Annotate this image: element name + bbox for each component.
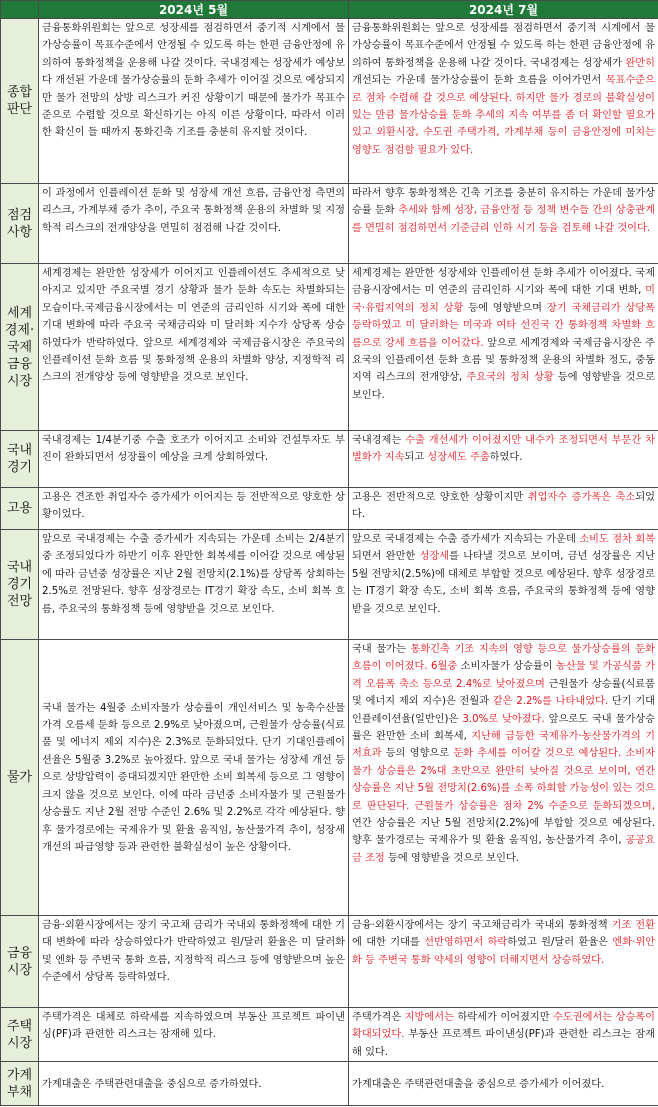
category-household-debt: 가계부채 (1, 1062, 39, 1106)
changed-text: 완만히 (625, 57, 655, 69)
unchanged-text: 가계대출은 주택관련대출을 중심으로 증가세가 이어졌다. (352, 1078, 605, 1090)
unchanged-text: 국내경제는 (352, 435, 406, 446)
row-domestic (1, 431, 658, 488)
unchanged-text: 앞으로 세계경제와 국제금융시장은 주요국의 인플레이션 둔화 흐름 및 통화정책 운용의 차별화 정도, 중동지역 리스크의 전개양상, (352, 337, 655, 384)
unchanged-text: 근원물가 상승률(식료품 및 에너지 제외 지수)은 전월과 (352, 678, 655, 708)
unchanged-text: 연간 상승률은 지난 5월 전망치(2.2%)에 부합할 것으로 예상된다. 향후 물가경로는 국제유가 및 환율 움직임, 농산물가격 추이, (352, 818, 655, 847)
may-financial: 금융·외환시장에서는 장기 국고채 금리가 국내외 통화정책에 대한 기대 변화에 따라 상승하였다가 반락하였고 원/달러 환율은 미 달러화 및 엔화 등 주변국 통화 흐름, 지정학적 리스크 등에 영향받으며 높은 수준에서 상당폭 등락하였다. (39, 916, 349, 1008)
row-housing (1, 1008, 658, 1062)
changed-text: 성장세 (419, 551, 450, 563)
unchanged-text: 하락세가 이어졌지만 (453, 1012, 554, 1023)
row-outlook (1, 530, 658, 640)
unchanged-text: 금융통화위원회는 앞으로 성장세를 점검하면서 중기적 시계에서 물가상승률이 목표수준에서 안정될 수 있도록 하는 한편 금융안정에 유의하여 통화정책을 운용해 나갈 것이다. 국내경제는 성장세가 (352, 23, 655, 69)
row-employment (1, 488, 658, 530)
changed-text: 공공요금 조정 (352, 835, 655, 864)
may-household-debt: 가계대출은 주택관련대출을 중심으로 증가하였다. (39, 1062, 349, 1106)
category-check: 점검사항 (1, 184, 39, 264)
may-outlook: 앞으로 국내경제는 수출 증가세가 지속되는 가운데 소비는 2/4분기중 조정되었다가 하반기 이후 완만한 회복세를 이어갈 것으로 예상된에 따라 금년중 성장률은 지난 2월 전망치(2.1%)를 상당폭 상회하는 2.5%로 전망된다. 향후 성장경로는 IT경기 확장 속도, 소비 회복 흐름, 주요국의 통화정책 등에 영향받을 것으로 보인다. (39, 530, 349, 640)
july-prices (349, 640, 658, 916)
unchanged-text: 부동산 프로젝트 파이낸싱(PF)과 관련한 리스크는 잠재해 있다. (352, 1029, 655, 1058)
category-global: 세계경제·국제금융시장 (1, 264, 39, 431)
changed-text: 농산물 및 가공식품 가격 오름폭 축소 등으로 2.4%로 낮아졌으며 (352, 661, 655, 690)
unchanged-text: 고용은 전반적으로 양호한 상황이지만 (352, 492, 528, 503)
changed-text: 3.0%로 낮아졌다. (462, 713, 545, 725)
july-employment (349, 488, 658, 530)
changed-text: 취업자수 증가폭은 축소 (527, 492, 636, 503)
unchanged-text: 따라서 향후 통화정책은 긴축 기조를 충분히 유지하는 가운데 물가상승률 둔화 (352, 188, 655, 217)
row-overall (1, 19, 658, 184)
category-overall: 종합판단 (1, 19, 39, 184)
row-financial (1, 916, 658, 1008)
category-financial: 금융시장 (1, 916, 39, 1008)
header-may: 2024년 5월 (39, 1, 349, 19)
changed-text: 엔화·위안화 등 주변국 통화 약세의 영향이 더해지면서 상승하였다. (352, 937, 656, 966)
unchanged-text: 주택가격은 (352, 1012, 405, 1023)
july-global (349, 264, 658, 431)
unchanged-text: 하였고 원/달러 환율은 (507, 937, 613, 949)
july-overall (349, 19, 658, 184)
july-outlook (349, 530, 658, 640)
july-household-debt (349, 1062, 658, 1106)
unchanged-text: 등에 영향받을 것으로 보인다. (384, 852, 520, 864)
changed-text: 같은 2.2%를 나타내었다. (492, 696, 609, 708)
changed-text: 성장세도 주춤 (427, 452, 490, 464)
unchanged-text: 되었다. (352, 492, 655, 521)
unchanged-text: 단기 기대인플레이션율(일반인)은 (352, 696, 655, 725)
changed-text: 목표수준으로 점차 수렴해 갈 것으로 예상된다. 하지만 물가 경로의 불확실성이 있는 만큼 물가상승률 둔화 추세의 지속 여부를 좀 더 확인할 필요가 있고 외환시장, 수도권 주택가격, 가계부채 등이 금융안정에 미치는 영향도 점검할 필요가 있다. (352, 75, 655, 156)
may-domestic: 국내경제는 1/4분기중 수출 호조가 이어지고 소비와 건설투자도 부진이 완화되면서 성장률이 예상을 크게 상회하였다. (39, 431, 349, 488)
unchanged-text: 세계경제는 완만한 성장세와 인플레이션 둔화 추세가 이어졌다. 국제금융시장에서는 미 연준의 금리인하 시기와 폭에 대한 기대 변화, (352, 268, 655, 297)
changed-text: 지난해 급등한 국제유가·농산물가격의 기저효과 (352, 731, 655, 760)
row-prices (1, 640, 658, 916)
unchanged-text: 앞으로 국내경제는 수출 증가세가 지속되는 가운데 (352, 534, 580, 545)
unchanged-text: 하였다. (489, 452, 523, 464)
changed-text: 주요국의 정치 상황 (466, 372, 554, 384)
unchanged-text: 되면서 완만한 (352, 551, 420, 563)
changed-text: 미국·유럽지역의 정치 상황 (352, 285, 655, 314)
unchanged-text: 앞으로도 국내 물가상승률은 완만한 소비 회복세, (352, 713, 655, 743)
category-domestic: 국내경기 (1, 431, 39, 488)
unchanged-text: 소비자물가 상승률이 (457, 661, 557, 673)
may-check: 이 과정에서 인플레이션 둔화 및 성장세 개선 흐름, 금융안정 측면의 리스크, 가계부채 증가 추이, 주요국 통화정책 운용의 차별화 및 지정학적 리스크의 전개양상을 면밀히 점검해 나갈 것이다. (39, 184, 349, 264)
july-domestic (349, 431, 658, 488)
unchanged-text: 에 대한 기대를 (352, 937, 425, 949)
unchanged-text: 국내 물가는 (352, 644, 411, 655)
may-global: 세계경제는 완만한 성장세가 이어지고 인플레이션도 추세적으로 낮아지고 있지만 주요국별 경기 상황과 물가 둔화 속도는 차별화되는 모습이다.국제금융시장에서는 미 연준의 금리인하 시기와 폭에 대한 기대 변화에 따라 주요국 국채금리와 미 달러화 지수가 상당폭 상승하였다가 반락하였다. 앞으로 세계경제와 국제금융시장은 주요국의 인플레이션 둔화 흐름 및 통화정책 운용의 차별화 양상, 지정학적 리스크의 전개양상 등에 영향받을 것으로 보인다. (39, 264, 349, 431)
changed-text: 기조 전환 (611, 920, 655, 931)
header-july: 2024년 7월 (349, 1, 658, 19)
category-housing: 주택시장 (1, 1008, 39, 1062)
category-prices: 물가 (1, 640, 39, 916)
may-employment: 고용은 견조한 취업자수 증가세가 이어지는 등 전반적으로 양호한 상황이었다. (39, 488, 349, 530)
changed-text: 통화긴축 기조 지속의 영향 등으로 물가상승률의 둔화 흐름이 이어졌다. 6월중 (352, 644, 655, 673)
header-row (1, 1, 658, 19)
unchanged-text: 등에 영향받으며 (463, 302, 547, 314)
category-outlook: 국내경기전망 (1, 530, 39, 640)
category-employment: 고용 (1, 488, 39, 530)
unchanged-text: 등에 영향받을 것으로 보인다. (352, 372, 655, 401)
header-corner (1, 1, 39, 19)
changed-text: 선반영하면서 하락 (424, 937, 508, 949)
july-check (349, 184, 658, 264)
changed-text: 수도권에서는 상승폭이 확대되었다. (352, 1012, 655, 1041)
row-household-debt (1, 1062, 658, 1106)
changed-text: 지방에서는 (404, 1012, 454, 1023)
may-overall: 금융통화위원회는 앞으로 성장세를 점검하면서 중기적 시계에서 물가상승률이 목표수준에서 안정될 수 있도록 하는 한편 금융안정에 유의하여 통화정책을 운용해 나갈 것이다. 국내경제는 성장세가 예상보다 개선된 가운데 물가상승률의 둔화 추세가 이어질 것으로 예상되지만 물가 전망의 상방 리스크가 커진 상황이기 때문에 물가가 목표수준으로 수렴할 것으로 확신하기는 아직 이른 상황이다. 따라서 이러한 확신이 들 때까지 통화긴축 기조를 충분히 유지할 것이다. (39, 19, 349, 184)
july-financial (349, 916, 658, 1008)
row-global (1, 264, 658, 431)
row-check (1, 184, 658, 264)
changed-text: 수출 개선세가 이어졌지만 내수가 조정되면서 부문간 차별화가 지속 (352, 435, 655, 464)
unchanged-text: 되고 (404, 452, 428, 464)
may-prices: 국내 물가는 4월중 소비자물가 상승률이 개인서비스 및 농축수산물 가격 오름세 둔화 등으로 2.9%로 낮아졌으며, 근원물가 상승률(식료품 및 에너지 제외 지수)은 2.3%로 둔화되었다. 단기 기대인플레이션율은 5월중 3.2%로 높아졌다. 앞으로 국내 물가는 성장세 개선 등으로 상방압력이 증대되겠지만 완만한 소비 회복세 등으로 그 영향이 크지 않을 것으로 보인다. 이에 따라 금년중 소비자물가 및 근원물가 상승률도 지난 2월 전망 수준인 2.6% 및 2.2%로 각각 예상된다. 향후 물가경로에는 국제유가 및 환율 움직임, 농산물가격 추이, 성장세 개선의 파급영향 등과 관련한 불확실성이 높은 상황이다. (39, 640, 349, 916)
unchanged-text: 개선되는 가운데 물가상승률이 둔화 흐름을 이어가면서 (352, 75, 606, 87)
changed-text: 추세와 함께 성장, 금융안정 등 정책 변수들 간의 상충관계를 면밀히 점검하면서 기준금리 인하 시기 등을 검토해 나갈 것이다. (352, 205, 656, 234)
changed-text: 장기 국채금리가 상당폭 등락하였고 미 달러화는 미국과 여타 선진국 간 통화정책 차별화 흐름으로 강세 흐름을 이어갔다. (352, 302, 655, 349)
changed-text: 둔화 추세를 이어갈 것으로 예상된다. 소비자물가 상승률은 2%대 초반으로 완만히 낮아질 것으로 보이며, 연간 상승률은 지난 5월 전망치(2.6%)를 소폭 하회할 가능성이 있는 것으로 판단된다. 근원물가 상승률은 점차 2% 수준으로 둔화되겠으며, (352, 748, 655, 812)
unchanged-text: 등의 영향으로 (381, 748, 454, 760)
unchanged-text: 를 나타낼 것으로 보이며, 금년 성장률은 지난 5월 전망치(2.5%)에 대체로 부합할 것으로 예상된다. 향후 성장경로는 IT경기 확장 속도, 소비 회복 흐름, 주요국의 통화정책 등에 영향받을 것으로 보인다. (352, 551, 655, 615)
unchanged-text: 금융·외환시장에서는 장기 국고채금리가 국내외 통화정책 (352, 920, 612, 931)
may-housing: 주택가격은 대체로 하락세를 지속하였으며 부동산 프로젝트 파이낸싱(PF)과 관련한 리스크는 잠재해 있다. (39, 1008, 349, 1062)
changed-text: 소비도 점차 회복 (579, 534, 655, 545)
july-housing (349, 1008, 658, 1062)
